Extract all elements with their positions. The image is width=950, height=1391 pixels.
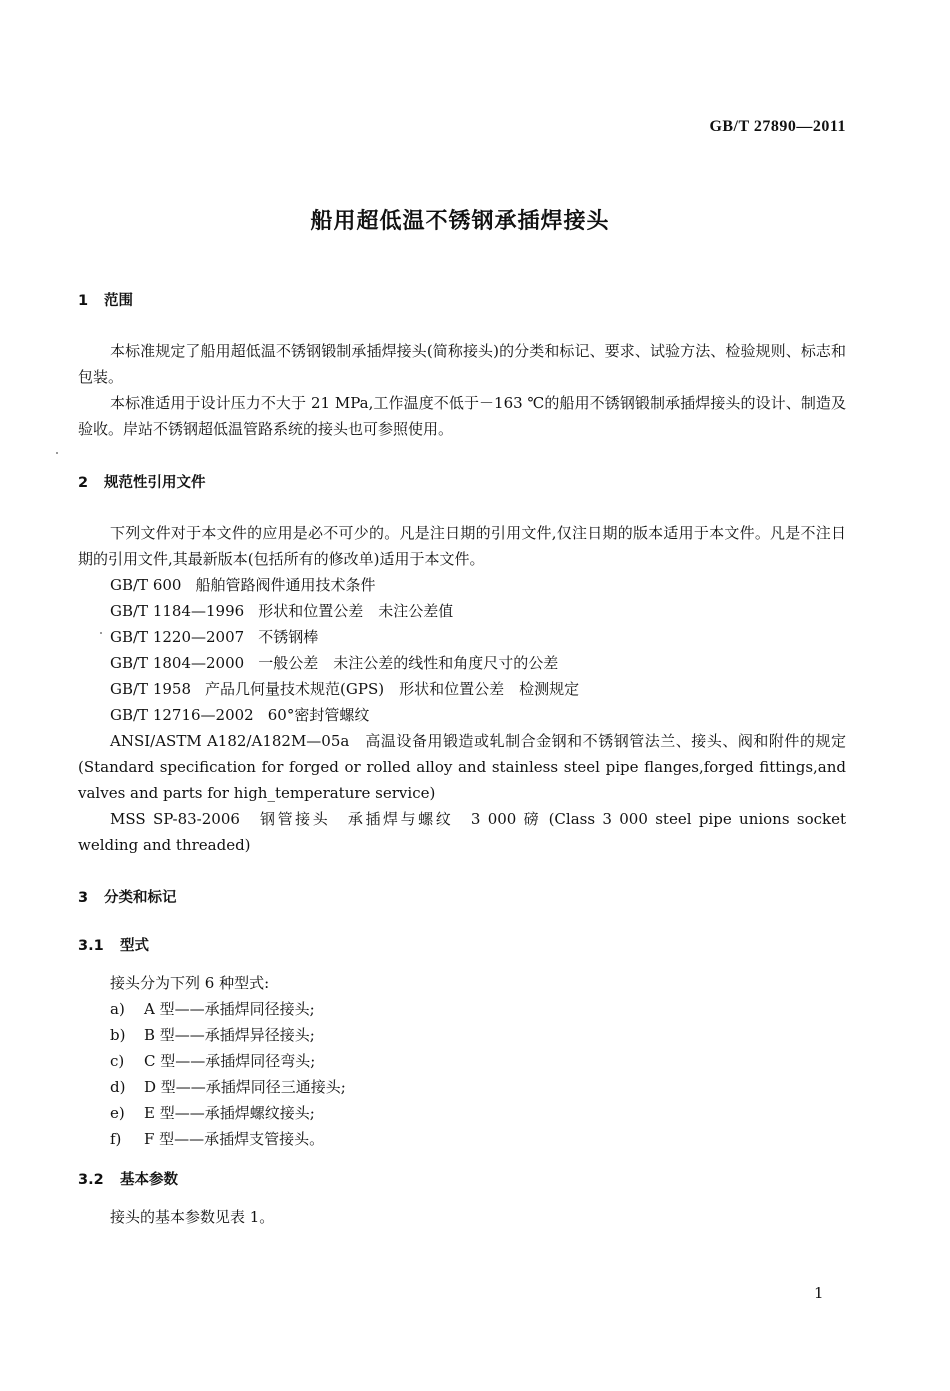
subsection-title: 基本参数	[120, 1172, 178, 1188]
reference-code: GB/T 12716—2002	[110, 706, 254, 724]
subsection-3-2-text: 接头的基本参数见表 1。	[110, 1208, 275, 1226]
list-text: B 型——承插焊异径接头;	[144, 1026, 315, 1044]
subsection-title: 型式	[120, 938, 149, 954]
type-list-item	[110, 1100, 315, 1126]
reference-title: 不锈钢棒	[258, 628, 319, 646]
subsection-3-1-heading	[78, 934, 149, 955]
list-label: e)	[110, 1104, 125, 1122]
list-label: a)	[110, 1000, 125, 1018]
reference-item	[110, 572, 375, 598]
reference-title: 形状和位置公差 未注公差值	[258, 602, 454, 620]
reference-code: GB/T 1220—2007	[110, 628, 245, 646]
list-label: f)	[110, 1130, 122, 1148]
reference-code: GB/T 600	[110, 576, 182, 594]
list-text: C 型——承插焊同径弯头;	[144, 1052, 316, 1070]
list-label: b)	[110, 1026, 126, 1044]
section-title: 分类和标记	[104, 890, 177, 906]
reference-item	[110, 598, 453, 624]
type-list-item	[110, 1048, 315, 1074]
subsection-3-1-intro: 接头分为下列 6 种型式:	[110, 974, 270, 992]
reference-code: GB/T 1804—2000	[110, 654, 245, 672]
list-text: E 型——承插焊螺纹接头;	[144, 1104, 315, 1122]
page-number: 1	[814, 1284, 824, 1302]
reference-title: 产品几何量技术规范(GPS) 形状和位置公差 检测规定	[205, 680, 580, 698]
reference-item	[110, 702, 369, 728]
list-text: F 型——承插焊支管接头。	[144, 1130, 325, 1148]
section-1-heading	[78, 289, 133, 310]
section-number: 2	[78, 475, 89, 491]
list-label: d)	[110, 1078, 126, 1096]
reference-item	[110, 624, 318, 650]
type-list-item	[110, 1074, 346, 1100]
standard-code: GB/T 27890—2011	[709, 118, 846, 135]
reference-code: GB/T 1958	[110, 680, 192, 698]
section-number: 1	[78, 293, 89, 309]
section-2-intro: 下列文件对于本文件的应用是必不可少的。凡是注日期的引用文件,仅注日期的版本适用于本文件。凡是不注日期的引用文件,其最新版本(包括所有的修改单)适用于本文件。	[78, 524, 846, 568]
section-title: 范围	[104, 293, 133, 309]
reference-code: GB/T 1184—1996	[110, 602, 245, 620]
reference-mss: MSS SP-83-2006 钢管接头 承插焊与螺纹 3 000 磅 (Class 3 000 steel pipe unions socket welding and threaded)	[78, 810, 846, 854]
scan-speck	[100, 632, 102, 634]
subsection-number: 3.1	[78, 938, 104, 954]
section-2-heading	[78, 471, 206, 492]
reference-item	[110, 650, 558, 676]
reference-title: 船舶管路阀件通用技术条件	[195, 576, 376, 594]
list-label: c)	[110, 1052, 125, 1070]
scan-speck	[56, 452, 58, 454]
section-1-paragraph-1: 本标准规定了船用超低温不锈钢锻制承插焊接头(简称接头)的分类和标记、要求、试验方法、检验规则、标志和包装。	[78, 342, 846, 386]
subsection-3-2-heading	[78, 1168, 178, 1189]
list-text: A 型——承插焊同径接头;	[144, 1000, 315, 1018]
list-text: D 型——承插焊同径三通接头;	[144, 1078, 346, 1096]
type-list-item	[110, 996, 315, 1022]
section-title: 规范性引用文件	[104, 475, 206, 491]
reference-item	[110, 676, 579, 702]
reference-astm: ANSI/ASTM A182/A182M—05a 高温设备用锻造或轧制合金钢和不锈钢管法兰、接头、阀和附件的规定(Standard specification for forged or rolled alloy and stainless steel pipe flanges,forged fittings,and valves and parts for high_temperature service)	[78, 732, 846, 802]
section-1-paragraph-2: 本标准适用于设计压力不大于 21 MPa,工作温度不低于－163 ℃的船用不锈钢锻制承插焊接头的设计、制造及验收。岸站不锈钢超低温管路系统的接头也可参照使用。	[78, 394, 846, 438]
reference-title: 60°密封管螺纹	[267, 706, 370, 724]
type-list-item	[110, 1022, 315, 1048]
reference-title: 一般公差 未注公差的线性和角度尺寸的公差	[258, 654, 559, 672]
section-3-heading	[78, 886, 177, 907]
section-number: 3	[78, 890, 89, 906]
document-title: 船用超低温不锈钢承插焊接头	[310, 209, 610, 234]
type-list-item	[110, 1126, 324, 1152]
subsection-number: 3.2	[78, 1172, 104, 1188]
